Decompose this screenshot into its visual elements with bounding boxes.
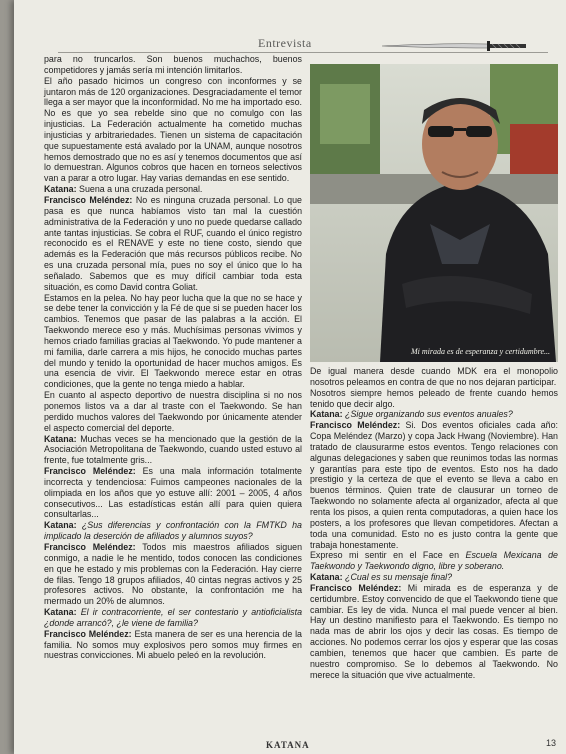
paragraph xyxy=(44,195,302,293)
paragraph: para no truncarlos. Son buenos muchachos, buenos competidores y jamás sería mi intención limitarlos. xyxy=(44,54,302,75)
speaker-label: Francisco Meléndez: xyxy=(44,541,136,552)
right-text-column xyxy=(310,366,558,680)
paragraph: En cuanto al aspecto deportivo de nuestra disciplina si no nos ponemos listos va a dar al traste con el Taekwondo. Se han perdido muchos valores del Taekwondo por únicamente atender el aspecto comercial del deporte. xyxy=(44,390,302,433)
speaker-label: Francisco Meléndez: xyxy=(310,582,402,593)
speech-text: Todos mis maestros afiliados siguen conmigo, a nadie le he mentido, todos conocen las condiciones en que he estado y mis problemas con la Federación. Hay cierre de filas. Tengo 18 grupos afiliados, 40 cintas negras activos y 25 profesores activos. No obstante, la confrontación me ha mermado un 20% de alumnos. xyxy=(44,541,303,607)
speaker-label: Francisco Meléndez: xyxy=(44,466,136,477)
speech-text: Si. Dos eventos oficiales cada año: Copa Meléndez (Marzo) y copa Jack Hwang (Noviembre). Han tratado de clausurarme estos eventos. Tengo relaciones con algunas delegaciones y saben que reunimos todas las normas y garantías para este tipo de eventos. Esto nos ha dado prestigio y la certeza de que el evento se lleva a cabo en buenos términos. Quien trate de clausurar un torneo de Taekwondo no solamente afecta al organizador, afecta al que renta los pisos, a quien renta computadoras, a quien hace los posters, a los profesores que llevan competidores. Afectan a toda una comunidad. Esto no es justo contra la gente que trabaja honestamente. xyxy=(310,420,559,550)
text-run: Escuela Mexicana de Taekwondo y Taekwondo digno, libre y soberano. xyxy=(310,550,558,572)
speech-text: El ir contracorriente, el ser contestario y antioficialista ¿donde arrancó?, ¿le viene de familia? xyxy=(44,607,303,628)
header-rule xyxy=(58,52,548,53)
paragraph: De igual manera desde cuando MDK era el monopolio nosotros peleamos en contra de que no nos dejaran participar. xyxy=(310,366,558,387)
speech-text: Esta manera de ser es una herencia de la familia. No somos muy explosivos pero somos muy firmes en nuestras convicciones. Mi abuelo peleó en la revolución. xyxy=(44,628,302,661)
speaker-label: Francisco Meléndez: xyxy=(44,194,133,205)
speaker-label: Katana: xyxy=(44,433,77,444)
speech-text: ¿Sus diferencias y confrontación con la FMTKD ha implicado la deserción de afiliados y alumnos suyos? xyxy=(44,520,302,542)
photo-illustration xyxy=(310,64,558,362)
paragraph xyxy=(310,550,558,572)
paragraph: El año pasado hicimos un congreso con inconformes y se juntaron más de 120 organizaciones. Desgraciadamente el temor llega a ser mayor que la inconformidad. No me ha importado eso. No es que yo sea rebelde sino que no comulgo con las injusticias. La Federación actualmente ha cometido muchas injusticias y arbitrariedades. Tienen un sistema de capacitación que supuestamente está avalado por la UNAM, aunque nosotros hemos demostrado que no es así y tenemos documentos que así lo demuestran. Algunos cobros que hacen en torneos selectivos van a parar a otro lugar. Hay varias demandas en ese sentido. xyxy=(44,75,302,184)
speaker-label: Katana: xyxy=(310,572,343,583)
speaker-label: Katana: xyxy=(310,409,343,420)
paragraph: Nosotros siempre hemos peleado de frente cuando hemos tenido que decir algo. xyxy=(310,387,558,409)
interview-photo xyxy=(310,64,558,362)
speaker-label: Francisco Meléndez: xyxy=(310,420,401,431)
magazine-page xyxy=(14,0,566,754)
paragraph xyxy=(44,434,302,467)
paragraph xyxy=(44,629,302,662)
paragraph xyxy=(44,542,302,607)
katana-sword-icon xyxy=(380,40,530,52)
paragraph xyxy=(44,466,302,520)
paragraph: Estamos en la pelea. No hay peor lucha que la que no se hace y se debe tener la convicción y la Fé de que si se pueden hacer los cambios. Tenemos que pasar de las palabras a la acción. El Taekwondo merece eso y más. Muchísimas personas vivimos y hemos criado familias gracias al Taekwondo. Yo pude mantener a mi familia, darle carrera a mis hijos, he conocido muchas partes del mundo y tenido la oportunidad de hacer muchos amigos. Es una esencia de vivir. El Taekwondo merece estar en otras condiciones, que la gente no tenga miedo a hablar. xyxy=(44,292,302,390)
paragraph xyxy=(310,572,558,583)
speech-text: ¿Cual es su mensaje final? xyxy=(345,572,453,583)
speech-text: Muchas veces se ha mencionado que la gestión de la Asociación Metropolitana de Taekwondo, cuando usted estuvo al frente, fue totalmente gris... xyxy=(44,433,302,466)
paragraph xyxy=(310,583,558,681)
speech-text: Suena a una cruzada personal. xyxy=(79,184,203,195)
paragraph xyxy=(44,184,302,195)
page-number: 13 xyxy=(546,738,557,748)
paragraph xyxy=(310,409,558,420)
paragraph xyxy=(44,607,302,629)
speech-text: Mi mirada es de esperanza y de certidumbre. Estoy convencido de que el Taekwondo tiene que cambiar. Es ley de vida. Nunca el mal puede vencer al bien. Hay un destino manifiesto para el Taekwondo. Es tiempo no nada mas de abrir los ojos y decir las cosas. Es tiempo de acciones. No podemos cerrar los ojos y esperar que las cosas cambien, tenemos que hacer que cambien. Es parte de nuestro compromiso. Se lo debemos al Taekwondo. No merece la situación que vive actualmente. xyxy=(310,582,559,680)
speech-text: ¿Sigue organizando sus eventos anuales? xyxy=(345,409,513,420)
speaker-label: Katana: xyxy=(44,184,77,195)
left-text-column xyxy=(44,54,302,661)
speech-text: No es ninguna cruzada personal. Lo que pasa es que nunca habíamos visto tan mal la cuestión administrativa de la Federación y uno no puede quedarse callado ante tantas injusticias. Se cobra el RUF, cuando el único registro reconocido es el RENAVE y este no tiene costo, siendo que además es la Federación que más recursos públicos recibe. No es una cruzada personal mía, pues no soy el único que lo ha señalado. Sabemos que es muy difícil cambiar toda esta situación, es como David contra Goliat. xyxy=(44,194,302,292)
speaker-label: Katana: xyxy=(44,607,77,618)
speaker-label: Francisco Meléndez: xyxy=(44,628,132,639)
section-title: Entrevista xyxy=(258,36,312,50)
photo-caption: Mi mirada es de esperanza y certidumbre... xyxy=(410,347,550,356)
paragraph xyxy=(44,520,302,542)
speech-text: Es una mala información totalmente incorrecta y tendenciosa: Fuimos campeones nacionales de la olimpiada en los años que yo estuve allí: 2001 – 2005, 4 años consecutivos... Las estadísticas están allí para quien quiera consultarlas... xyxy=(44,466,302,520)
paragraph xyxy=(310,420,558,550)
text-run: Expreso mi sentir en el Face en xyxy=(310,550,466,561)
magazine-brand: KATANA xyxy=(266,740,310,750)
speaker-label: Katana: xyxy=(44,520,77,531)
